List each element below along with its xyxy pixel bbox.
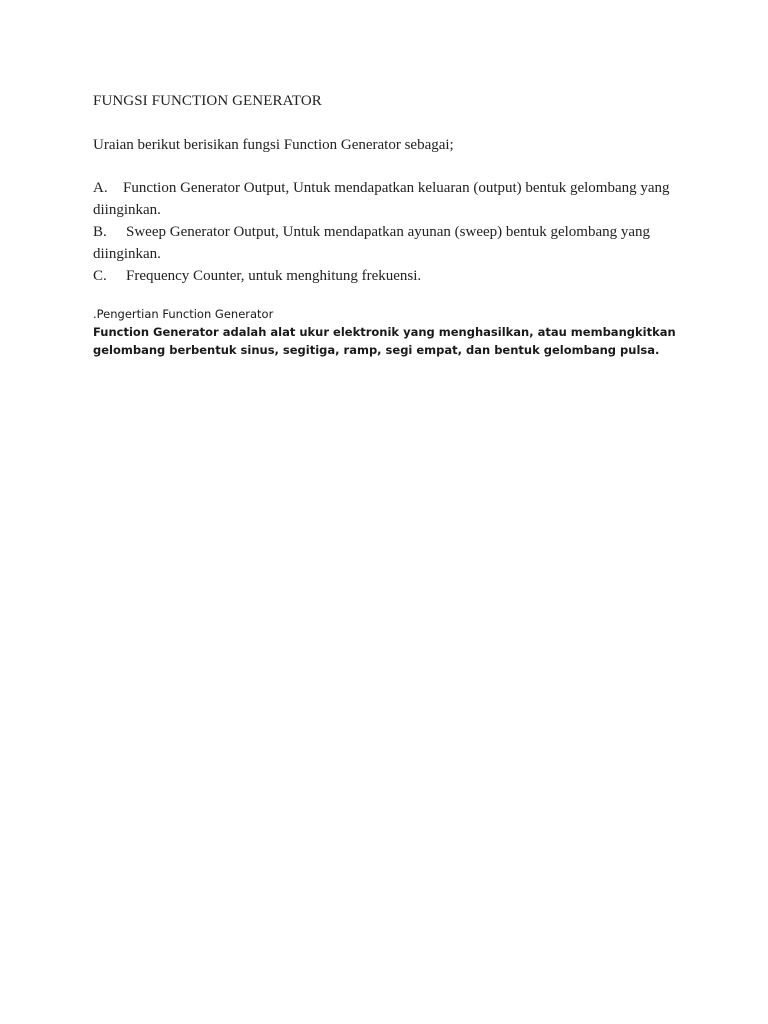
- list-item-text: Function Generator Output, Untuk mendapatkan keluaran (output) bentuk gelombang yang diinginkan.: [93, 180, 670, 218]
- list-marker: A.: [93, 180, 108, 196]
- list-item: [93, 221, 693, 265]
- section-body: Function Generator adalah alat ukur elektronik yang menghasilkan, atau membangkitkan gelombang berbentuk sinus, segitiga, ramp, segi empat, dan bentuk gelombang pulsa.: [93, 325, 676, 357]
- document-title: FUNGSI FUNCTION GENERATOR: [93, 93, 322, 109]
- list-item: [93, 177, 693, 221]
- section-heading: .Pengertian Function Generator: [93, 307, 274, 321]
- list-marker: B.: [93, 224, 107, 240]
- list-item-text: Sweep Generator Output, Untuk mendapatkan ayunan (sweep) bentuk gelombang yang diinginkan.: [93, 224, 651, 262]
- list-item: [93, 265, 693, 287]
- intro-paragraph: Uraian berikut berisikan fungsi Function Generator sebagai;: [93, 137, 454, 153]
- list-marker: C.: [93, 268, 107, 284]
- list-item-text: Frequency Counter, untuk menghitung frekuensi.: [126, 268, 422, 284]
- function-list: [93, 177, 693, 287]
